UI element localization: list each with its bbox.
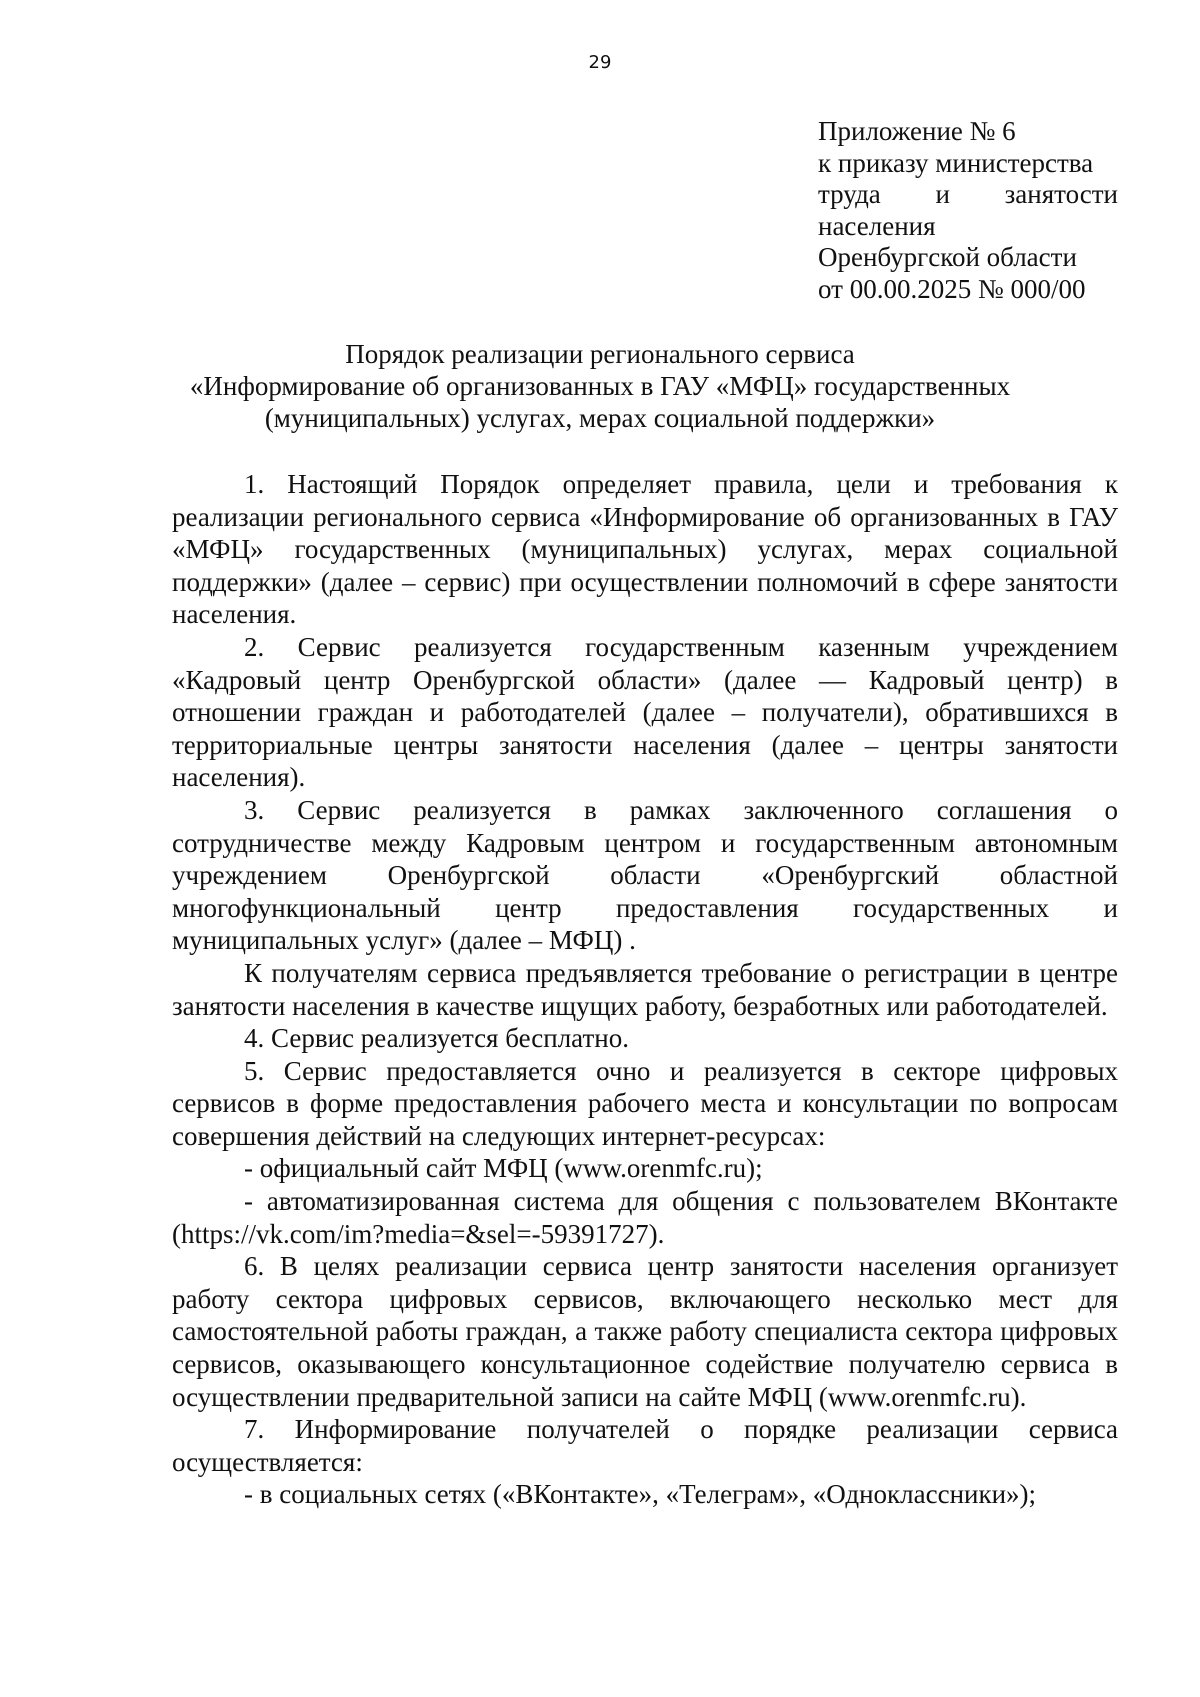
paragraph-7: 7. Информирование получателей о порядке реализации сервиса осуществляется:: [172, 1414, 1118, 1477]
paragraph-4: 4. Сервис реализуется бесплатно.: [244, 1023, 629, 1054]
appendix-line-3-word-1: труда: [818, 179, 881, 209]
document-title: [140, 338, 1060, 434]
appendix-line-4: населения: [818, 210, 936, 241]
paragraph-5-item-1: - официальный сайт МФЦ (www.orenmfc.ru);: [244, 1153, 763, 1184]
page-number: 29: [588, 52, 612, 73]
title-line-3: (муниципальных) услугах, мерах социальной поддержки»: [264, 403, 936, 433]
paragraph-5-item-2: - автоматизированная система для общения с пользователем ВКонтакте (https://vk.com/im?media=&sel=-59391727).: [172, 1186, 1118, 1249]
appendix-line-3-word-2: и: [935, 179, 950, 209]
appendix-line-1: Приложение № 6: [818, 116, 1016, 146]
appendix-header: [818, 116, 1118, 305]
appendix-line-5: Оренбургской области: [818, 242, 1077, 272]
paragraph-7-item-1: - в социальных сетях («ВКонтакте», «Телеграм», «Одноклассники»);: [244, 1479, 1037, 1510]
paragraph-3: 3. Сервис реализуется в рамках заключенного соглашения о сотрудничестве между Кадровым центром и государственным автономным учреждением Оренбургской области «Оренбургский областной многофункциональный центр предоставления государственных и муниципальных услуг» (далее – МФЦ) .: [172, 794, 1118, 956]
title-line-2: «Информирование об организованных в ГАУ «МФЦ» государственных: [189, 371, 1011, 401]
appendix-line-3: [818, 179, 1118, 211]
appendix-line-6: от 00.00.2025 № 000/00: [818, 273, 1086, 304]
document-body: [172, 468, 1118, 1511]
appendix-line-2: к приказу министерства: [818, 147, 1094, 178]
paragraph-6: 6. В целях реализации сервиса центр занятости населения организует работу сектора цифровых сервисов, включающего несколько мест для самостоятельной работы граждан, а также работу специалиста сектора цифровых сервисов, оказывающего консультационное содействие получателю сервиса в осуществлении предварительной записи на сайте МФЦ (www.orenmfc.ru).: [172, 1251, 1118, 1412]
paragraph-2: 2. Сервис реализуется государственным казенным учреждением «Кадровый центр Оренбургской области» (далее — Кадровый центр) в отношении граждан и работодателей (далее – получатели), обратившихся в территориальные центры занятости населения (далее – центры занятости населения).: [172, 631, 1118, 793]
paragraph-1: 1. Настоящий Порядок определяет правила, цели и требования к реализации регионального сервиса «Информирование об организованных в ГАУ «МФЦ» государственных (муниципальных) услугах, мерах социальной поддержки» (далее – сервис) при осуществлении полномочий в сфере занятости населения.: [172, 469, 1118, 630]
appendix-line-3-word-3: занятости: [1004, 179, 1118, 209]
paragraph-3-requirement: К получателям сервиса предъявляется требование о регистрации в центре занятости населения в качестве ищущих работу, безработных или работодателей.: [172, 957, 1118, 1021]
title-line-1: Порядок реализации регионального сервиса: [345, 339, 855, 369]
paragraph-5: 5. Сервис предоставляется очно и реализуется в секторе цифровых сервисов в форме предоставления рабочего места и консультации по вопросам совершения действий на следующих интернет-ресурсах:: [172, 1055, 1118, 1151]
